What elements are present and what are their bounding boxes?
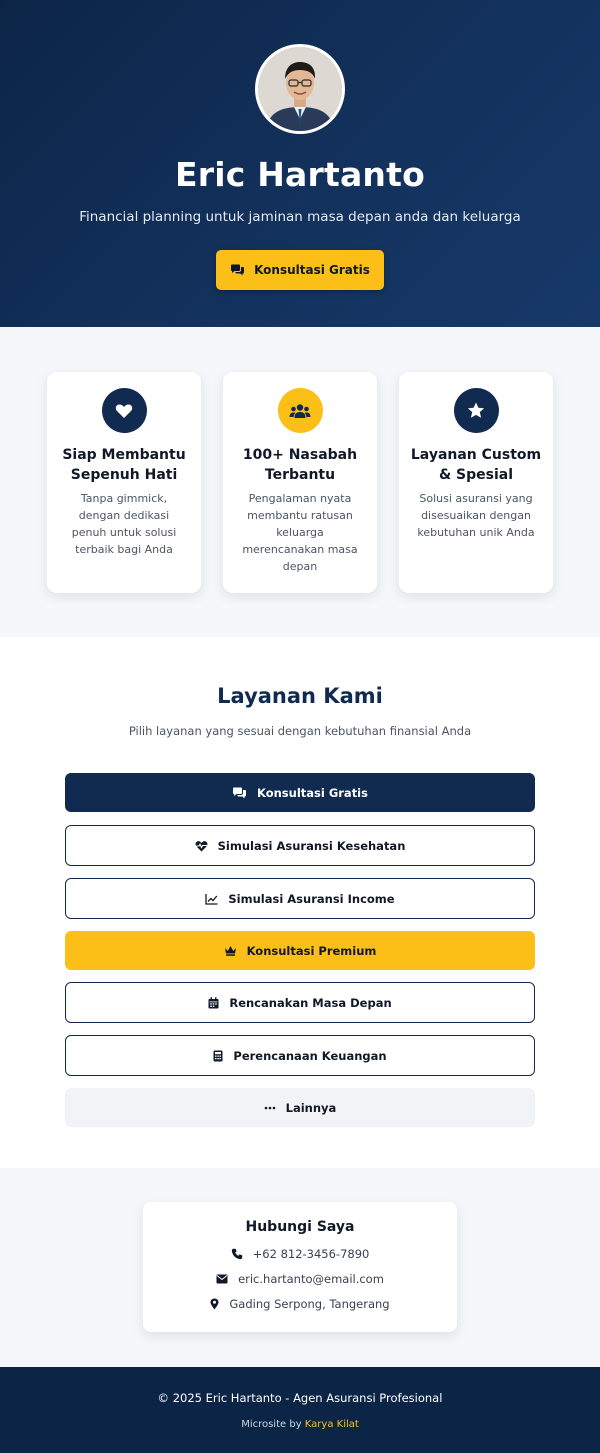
service-list bbox=[65, 773, 535, 1127]
phone-icon bbox=[231, 1248, 243, 1260]
hero-tagline: Financial planning untuk jaminan masa depan anda dan keluarga bbox=[79, 209, 521, 225]
hero-name: Eric Hartanto bbox=[175, 155, 425, 194]
service-button-more[interactable] bbox=[65, 1088, 535, 1127]
service-label: Simulasi Asuransi Kesehatan bbox=[217, 838, 406, 853]
service-button-premium-consultation[interactable] bbox=[65, 931, 535, 970]
feature-title: Siap Membantu Sepenuh Hati bbox=[62, 447, 186, 483]
feature-desc: Pengalaman nyata membantu ratusan keluarga merencanakan masa depan bbox=[242, 492, 358, 573]
calculator-icon bbox=[213, 1050, 223, 1062]
features-section bbox=[0, 327, 600, 637]
service-button-free-consultation[interactable] bbox=[65, 773, 535, 812]
services-section bbox=[0, 637, 600, 1168]
footer-credit bbox=[0, 1418, 600, 1432]
feature-card-support bbox=[47, 372, 201, 593]
contact-email-text: eric.hartanto@email.com bbox=[238, 1272, 384, 1286]
contact-title: Hubungi Saya bbox=[245, 1219, 355, 1235]
star-icon bbox=[467, 402, 485, 419]
service-button-income-insurance[interactable] bbox=[65, 878, 535, 919]
feature-desc: Solusi asuransi yang disesuaikan dengan kebutuhan unik Anda bbox=[417, 492, 535, 539]
heart-pulse-icon bbox=[195, 840, 208, 852]
service-label: Konsultasi Gratis bbox=[257, 785, 368, 800]
footer bbox=[0, 1367, 600, 1453]
service-label: Simulasi Asuransi Income bbox=[228, 891, 395, 906]
service-label: Lainnya bbox=[285, 1100, 337, 1115]
contact-section bbox=[0, 1168, 600, 1367]
service-button-future-planning[interactable] bbox=[65, 982, 535, 1023]
contact-phone-text: +62 812-3456-7890 bbox=[252, 1247, 370, 1261]
comments-icon bbox=[230, 264, 245, 276]
comments-icon bbox=[232, 787, 247, 799]
calendar-icon bbox=[208, 997, 219, 1009]
users-icon bbox=[289, 403, 311, 419]
feature-card-clients bbox=[223, 372, 377, 593]
contact-card bbox=[143, 1202, 457, 1332]
service-button-financial-planning[interactable] bbox=[65, 1035, 535, 1076]
services-title: Layanan Kami bbox=[217, 684, 383, 708]
feature-title: 100+ Nasabah Terbantu bbox=[242, 447, 358, 483]
contact-phone[interactable] bbox=[143, 1246, 457, 1262]
contact-location bbox=[143, 1296, 457, 1312]
feature-desc: Tanpa gimmick, dengan dedikasi penuh untuk solusi terbaik bagi Anda bbox=[71, 492, 177, 556]
service-label: Konsultasi Premium bbox=[246, 943, 377, 958]
service-button-health-insurance[interactable] bbox=[65, 825, 535, 866]
map-pin-icon bbox=[210, 1298, 219, 1310]
contact-email[interactable] bbox=[143, 1271, 457, 1287]
envelope-icon bbox=[216, 1274, 228, 1284]
profile-avatar bbox=[255, 44, 345, 134]
ellipsis-icon bbox=[264, 1106, 276, 1110]
hero-consultation-button[interactable] bbox=[216, 250, 384, 290]
feature-card-custom bbox=[399, 372, 553, 593]
footer-credit-brand-link[interactable]: Karya Kilat bbox=[304, 1419, 359, 1430]
service-label: Rencanakan Masa Depan bbox=[229, 995, 392, 1010]
hero-section bbox=[0, 0, 600, 327]
service-label: Perencanaan Keuangan bbox=[233, 1048, 387, 1063]
crown-icon bbox=[224, 945, 237, 956]
footer-copyright: © 2025 Eric Hartanto - Agen Asuransi Profesional bbox=[157, 1391, 443, 1405]
hero-consultation-label: Konsultasi Gratis bbox=[254, 263, 370, 277]
feature-title: Layanan Custom & Spesial bbox=[410, 447, 542, 483]
contact-location-text: Gading Serpong, Tangerang bbox=[229, 1297, 390, 1311]
heart-icon bbox=[115, 403, 133, 419]
chart-line-icon bbox=[205, 893, 218, 905]
services-subtitle: Pilih layanan yang sesuai dengan kebutuhan finansial Anda bbox=[128, 724, 472, 738]
profile-photo bbox=[258, 47, 342, 131]
footer-credit-prefix: Microsite by bbox=[241, 1419, 302, 1430]
